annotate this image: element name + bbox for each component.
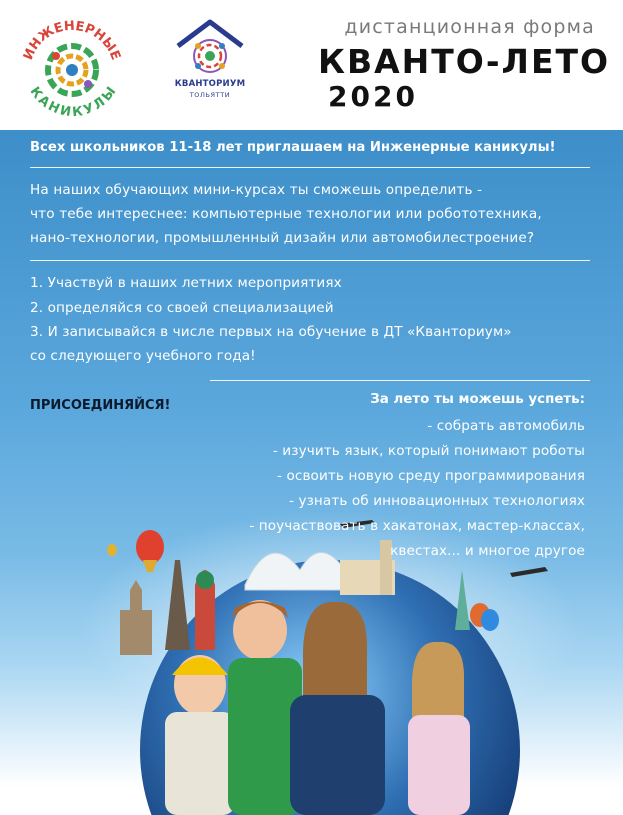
divider-2 [30,260,590,261]
header [0,0,623,130]
page-title: КВАНТО-ЛЕТО [318,42,611,81]
summer-title: За лето ты можешь успеть: [370,392,585,407]
step-item: 2. определяйся со своей специализацией [30,300,334,316]
page-year: 2020 [328,80,418,113]
balloon-icon [136,530,164,564]
kvantorium-name: КВАНТОРИУМ [174,79,246,89]
paragraph-line: На наших обучающих мини-курсах ты сможешь определить - [30,182,483,198]
step-item: 1. Участвуй в наших летних мероприятиях [30,275,342,291]
paragraph-line: что тебе интереснее: компьютерные технологии или робототехника, [30,206,542,222]
logo-text-bottom: КАНИКУЛЫ [26,84,120,121]
paragraph-line: нано-технологии, промышленный дизайн или автомобилестроение? [30,230,535,246]
logo-text-top: ИНЖЕНЕРНЫЕ [21,18,123,63]
header-subtitle: дистанционная форма [344,16,595,38]
kvantorium-city: ТОЛЬЯТТИ [189,91,231,99]
step-item: 3. И записывайся в числе первых на обучение в ДТ «Кванториум» [30,324,512,340]
divider-3 [210,380,590,381]
summer-item: - узнать об инновационных технологиях [289,493,585,509]
summer-item: - изучить язык, который понимают роботы [272,443,585,459]
summer-item: квестах... и многое другое [390,543,585,559]
step-item: со следующего учебного года! [30,348,256,364]
kvantorium-logo [160,16,260,106]
divider-1 [30,167,590,168]
summer-item: - собрать автомобиль [427,418,585,434]
engineering-holidays-logo [16,12,128,124]
intro-text: Всех школьников 11-18 лет приглашаем на Инженерные каникулы! [30,140,556,155]
summer-item: - поучаствовать в хакатонах, мастер-классах, [249,518,585,534]
join-call: ПРИСОЕДИНЯЙСЯ! [30,398,171,413]
house-icon [160,16,260,78]
summer-item: - освоить новую среду программирования [277,468,585,484]
